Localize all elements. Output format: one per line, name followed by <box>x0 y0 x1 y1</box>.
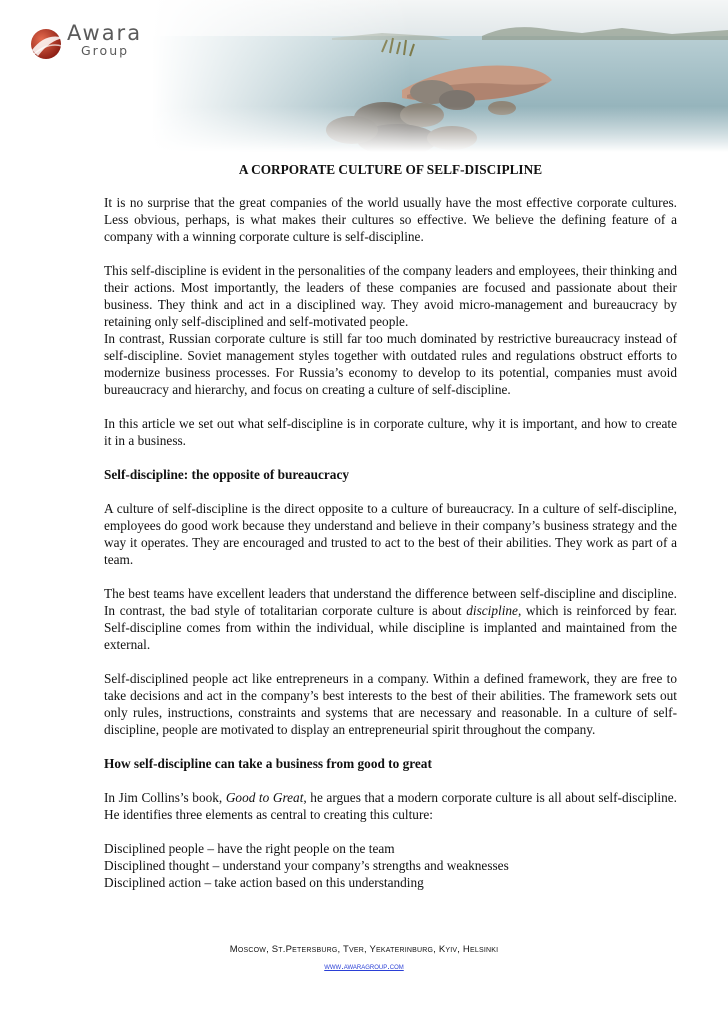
awara-logo-icon <box>28 26 68 66</box>
footer-website-link[interactable]: www.awaragroup.com <box>324 961 404 971</box>
paragraph-self-discipline-evident: This self-discipline is evident in the personalities of the company leaders and employees, their thinking and their actions. Most importantly, the leaders of these companies are focused and passionate about their business. They think and act in a disciplined way. They avoid micro-management and bureaucracy by retaining only self-disciplined and self-motivated people. <box>104 263 677 329</box>
landscape-illustration <box>152 0 728 152</box>
heading-good-to-great: How self-discipline can take a business from good to great <box>104 756 432 771</box>
list-item: Disciplined thought – understand your company’s strengths and weaknesses <box>104 858 509 873</box>
logo-group: Group <box>81 43 130 58</box>
paragraph-entrepreneurs: Self-disciplined people act like entrepreneurs in a company. Within a defined framework, they are free to take decisions and act in the company’s best interests to the best of their abilities. The framework sets out only rules, instructions, constraints and systems that are necessary and reasonable. In a culture of self-discipline, people are motivated to display an entrepreneurial spirit throughout the company. <box>104 671 677 737</box>
emphasis-discipline: discipline <box>466 603 518 618</box>
paragraph-intro: It is no surprise that the great companies of the world usually have the most effective corporate cultures. Less obvious, perhaps, is what makes their cultures so effective. We believe the defining feature of a company with a winning corporate culture is self-discipline. <box>104 195 677 244</box>
list-item: Disciplined action – take action based on this understanding <box>104 875 424 890</box>
three-elements-list <box>104 840 677 891</box>
paragraph-article-scope: In this article we set out what self-discipline is in corporate culture, why it is important, and how to create it in a business. <box>104 416 677 448</box>
logo-name: Awara <box>67 21 143 45</box>
paragraph-jim-collins <box>104 789 677 823</box>
paragraph-jim-collins-part2: , he argues that a modern corporate culture is all about self-discipline. He identifies three elements as central to creating this culture: <box>104 790 677 822</box>
book-title-good-to-great: Good to Great <box>225 790 304 805</box>
page-footer <box>0 944 728 971</box>
paragraph-jim-collins-part1: In Jim Collins’s book, <box>104 790 226 805</box>
logo-text <box>67 22 142 58</box>
paragraph-culture-opposite: A culture of self-discipline is the direct opposite to a culture of bureaucracy. In a culture of self-discipline, employees do good work because they understand and believe in their company’s business strategy and the way it operates. They are encouraged and trusted to act to the best of their abilities. They work as part of a team. <box>104 501 677 567</box>
paragraph-best-teams-part2: , which is reinforced by fear. Self-discipline comes from within the individual, while discipline is implanted and maintained from the external. <box>104 603 677 652</box>
paragraph-best-teams-part1: The best teams have excellent leaders that understand the difference between self-discipline and discipline. In contrast, the bad style of totalitarian corporate culture is about <box>104 586 677 618</box>
header-landscape-photo <box>152 0 728 152</box>
heading-opposite-of-bureaucracy: Self-discipline: the opposite of bureaucracy <box>104 467 349 482</box>
footer-cities: Moscow, St.Petersburg, Tver, Yekaterinburg, Kyiv, Helsinki <box>229 944 499 955</box>
paragraph-best-teams <box>104 585 677 653</box>
document-body <box>104 161 677 891</box>
list-item: Disciplined people – have the right people on the team <box>104 841 395 856</box>
document-title: A CORPORATE CULTURE OF SELF-DISCIPLINE <box>238 162 543 177</box>
paragraph-russian-culture: In contrast, Russian corporate culture is still far too much dominated by restrictive bureaucracy instead of self-discipline. Soviet management styles together with outdated rules and regulations obstruct efforts to modernize business processes. For Russia’s economy to develop to its potential, companies must avoid bureaucracy and hierarchy, and focus on creating a culture of self-discipline. <box>104 331 677 397</box>
